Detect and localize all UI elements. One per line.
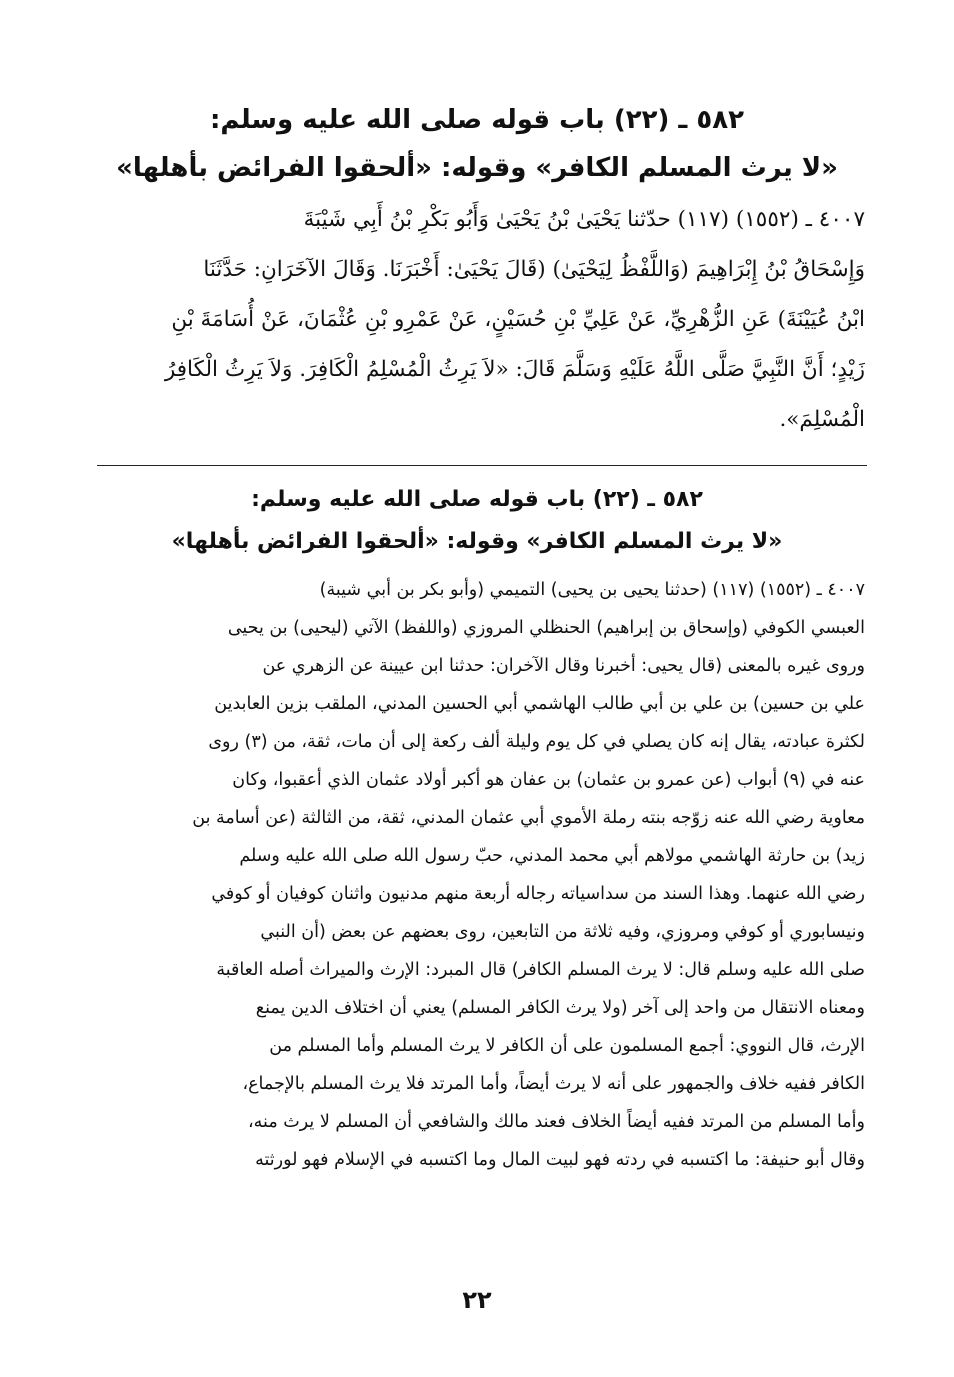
hadith-line: ٤٠٠٧ ـ (١٥٥٢) (١١٧) حدّثنا يَحْيَىٰ بْنُ يَحْيَىٰ وَأَبُو بَكْرِ بْنُ أَبِي شَيْبَةَ <box>303 207 865 232</box>
commentary-line: وأما المسلم من المرتد ففيه أيضاً الخلاف فعند مالك والشافعي أن المسلم لا يرث منه، <box>248 1112 865 1132</box>
commentary-line: ٤٠٠٧ ـ (١٥٥٢) (١١٧) (حدثنا يحيى بن يحيى) التميمي (وأبو بكر بن أبي شيبة) <box>319 580 865 600</box>
hadith-line: وَإِسْحَاقُ بْنُ إِبْرَاهِيمَ (وَاللَّفْظُ لِيَحْيَىٰ) (قَالَ يَحْيَىٰ: أَخْبَرَنَا. وَقَالَ الآخَرَانِ: حَدَّثَنَا <box>203 257 865 282</box>
chapter-subtitle: «لا يرث المسلم الكافر» وقوله: «ألحقوا الفرائض بأهلها» <box>116 153 838 183</box>
commentary-line: الكافر ففيه خلاف والجمهور على أنه لا يرث أيضاً، وأما المرتد فلا يرث المسلم بالإجماع، <box>242 1074 865 1094</box>
commentary-chapter-title: ٥٨٢ ـ (٢٢) باب قوله صلى الله عليه وسلم: <box>251 487 703 512</box>
commentary-line: الإرث، قال النووي: أجمع المسلمون على أن الكافر لا يرث المسلم وأما المسلم من <box>269 1036 865 1056</box>
commentary-line: معاوية رضي الله عنه زوّجه بنته رملة الأموي أبي عثمان المدني، ثقة، من الثالثة (عن أسامة بن <box>192 808 865 828</box>
commentary-line: صلى الله عليه وسلم قال: لا يرث المسلم الكافر) قال المبرد: الإرث والميراث أصله العاقبة <box>216 960 865 980</box>
commentary-line: ونيسابوري أو كوفي ومروزي، وفيه ثلاثة من التابعين، روى بعضهم عن بعض (أن النبي <box>260 922 865 942</box>
hadith-line: ابْنُ عُيَيْنَةَ) عَنِ الزُّهْرِيِّ، عَنْ عَلِيِّ بْنِ حُسَيْنٍ، عَنْ عَمْرِو بْنِ عُثْمَانَ، عَنْ أُسَامَةَ بْنِ <box>171 307 865 332</box>
section-divider <box>97 465 867 466</box>
commentary-line: لكثرة عبادته، يقال إنه كان يصلي في كل يوم وليلة ألف ركعة إلى أن مات، ثقة، من (٣) روى <box>208 732 865 752</box>
page-number: ٢٢ <box>462 1286 492 1314</box>
hadith-line: زَيْدٍ؛ أَنَّ النَّبِيَّ صَلَّى اللَّهُ عَلَيْهِ وَسَلَّمَ قَالَ: «لاَ يَرِثُ الْمُسْلِمُ الْكَافِرَ. وَلاَ يَرِثُ الْكَافِرُ <box>164 357 865 382</box>
commentary-line: عنه في (٩) أبواب (عن عمرو بن عثمان) بن عفان هو أكبر أولاد عثمان الذي أعقبوا، وكان <box>232 770 865 790</box>
commentary-line: وقال أبو حنيفة: ما اكتسبه في ردته فهو لبيت المال وما اكتسبه في الإسلام فهو لورثته <box>255 1150 865 1170</box>
commentary-chapter-subtitle: «لا يرث المسلم الكافر» وقوله: «ألحقوا الفرائض بأهلها» <box>171 529 783 554</box>
commentary-line: رضي الله عنهما. وهذا السند من سداسياته رجاله أربعة منهم مدنيون واثنان كوفيان أو كوفي <box>211 884 865 904</box>
commentary-line: ومعناه الانتقال من واحد إلى آخر (ولا يرث الكافر المسلم) يعني أن اختلاف الدين يمنع <box>255 998 865 1018</box>
commentary-line: العبسي الكوفي (وإسحاق بن إبراهيم) الحنظلي المروزي (واللفظ) الآتي (ليحيى) بن يحيى <box>227 618 865 638</box>
commentary-line: علي بن حسين) بن علي بن أبي طالب الهاشمي أبي الحسين المدني، الملقب بزين العابدين <box>214 694 865 714</box>
commentary-line: وروى غيره بالمعنى (قال يحيى: أخبرنا وقال الآخران: حدثنا ابن عيينة عن الزهري عن <box>262 656 865 676</box>
hadith-line: الْمُسْلِمَ». <box>779 407 865 432</box>
chapter-title: ٥٨٢ ـ (٢٢) باب قوله صلى الله عليه وسلم: <box>210 105 744 135</box>
commentary-line: زيد) بن حارثة الهاشمي مولاهم أبي محمد المدني، حبّ رسول الله صلى الله عليه وسلم <box>239 846 865 866</box>
